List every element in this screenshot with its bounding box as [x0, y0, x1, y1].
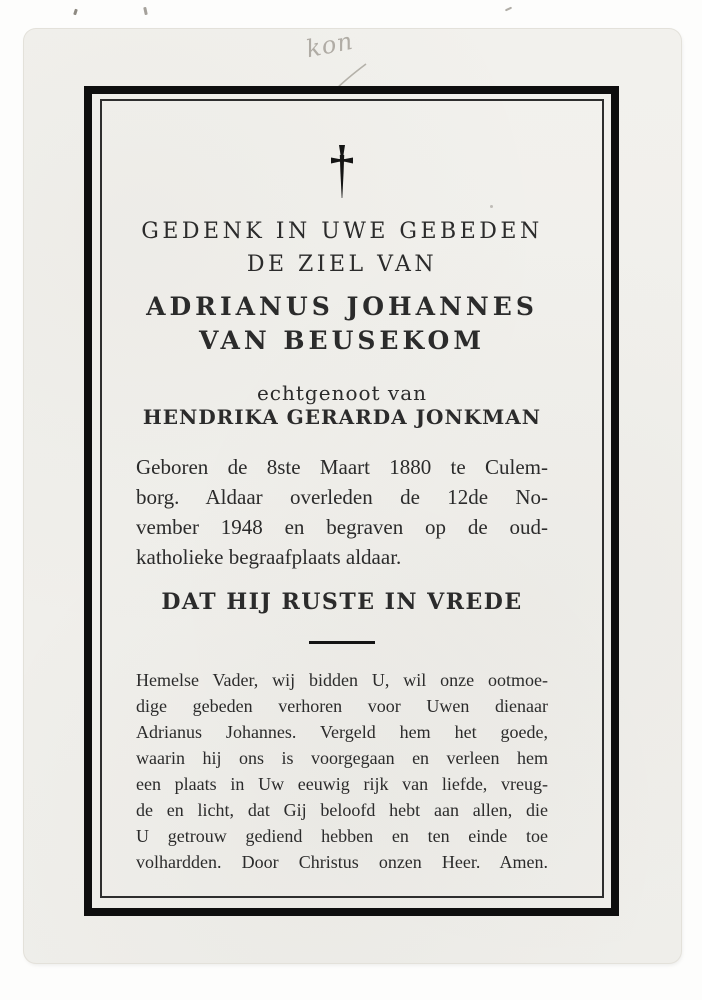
prayer-line: een plaats in Uw eeuwig rijk van liefde, vreug- — [136, 774, 548, 794]
rest-in-peace-line: DAT HIJ RUSTE IN VREDE — [161, 589, 523, 615]
latin-cross-icon — [136, 144, 548, 206]
dust-speck — [143, 7, 148, 15]
life-dates-line: Geboren de 8ste Maart 1880 te Culem- — [136, 455, 548, 479]
prayer-line: dige gebeden verhoren voor Uwen dienaar — [136, 696, 548, 716]
life-dates-line: katholieke begraafplaats aldaar. — [136, 545, 402, 569]
relation-label: echtgenoot van — [256, 381, 428, 405]
spouse-name: HENDRIKA GERARDA JONKMAN — [142, 405, 542, 429]
section-divider — [309, 641, 375, 644]
prayer-line: waarin hij ons is voorgegaan en verleen hem — [136, 748, 548, 768]
life-dates-line: borg. Aldaar overleden de 12de No- — [136, 485, 548, 509]
life-dates-line: vember 1948 en begraven op de oud- — [136, 515, 548, 539]
pencil-annotation: kon — [303, 26, 356, 64]
deceased-name-line-2: VAN BEUSEKOM — [198, 326, 485, 355]
deceased-name-line-1: ADRIANUS JOHANNES — [146, 292, 538, 321]
header-line-1: GEDENK IN UWE GEBEDEN — [141, 219, 543, 244]
prayer-line: de en licht, dat Gij beloofd hebt aan allen, die — [136, 800, 548, 820]
prayer-paragraph — [136, 667, 548, 875]
prayer-line: U getrouw gediend hebben en ten einde toe — [136, 826, 548, 846]
dust-speck — [73, 9, 78, 16]
prayer-line: Adrianus Johannes. Vergeld hem het goede, — [136, 722, 548, 742]
memorial-card — [24, 26, 681, 963]
dust-speck — [505, 7, 512, 12]
life-dates-paragraph — [136, 452, 548, 572]
prayer-line: Hemelse Vader, wij bidden U, wil onze ootmoe- — [136, 670, 548, 690]
header-line-2: DE ZIEL VAN — [246, 252, 438, 277]
prayer-line: volhardden. Door Christus onzen Heer. Amen. — [136, 852, 548, 872]
